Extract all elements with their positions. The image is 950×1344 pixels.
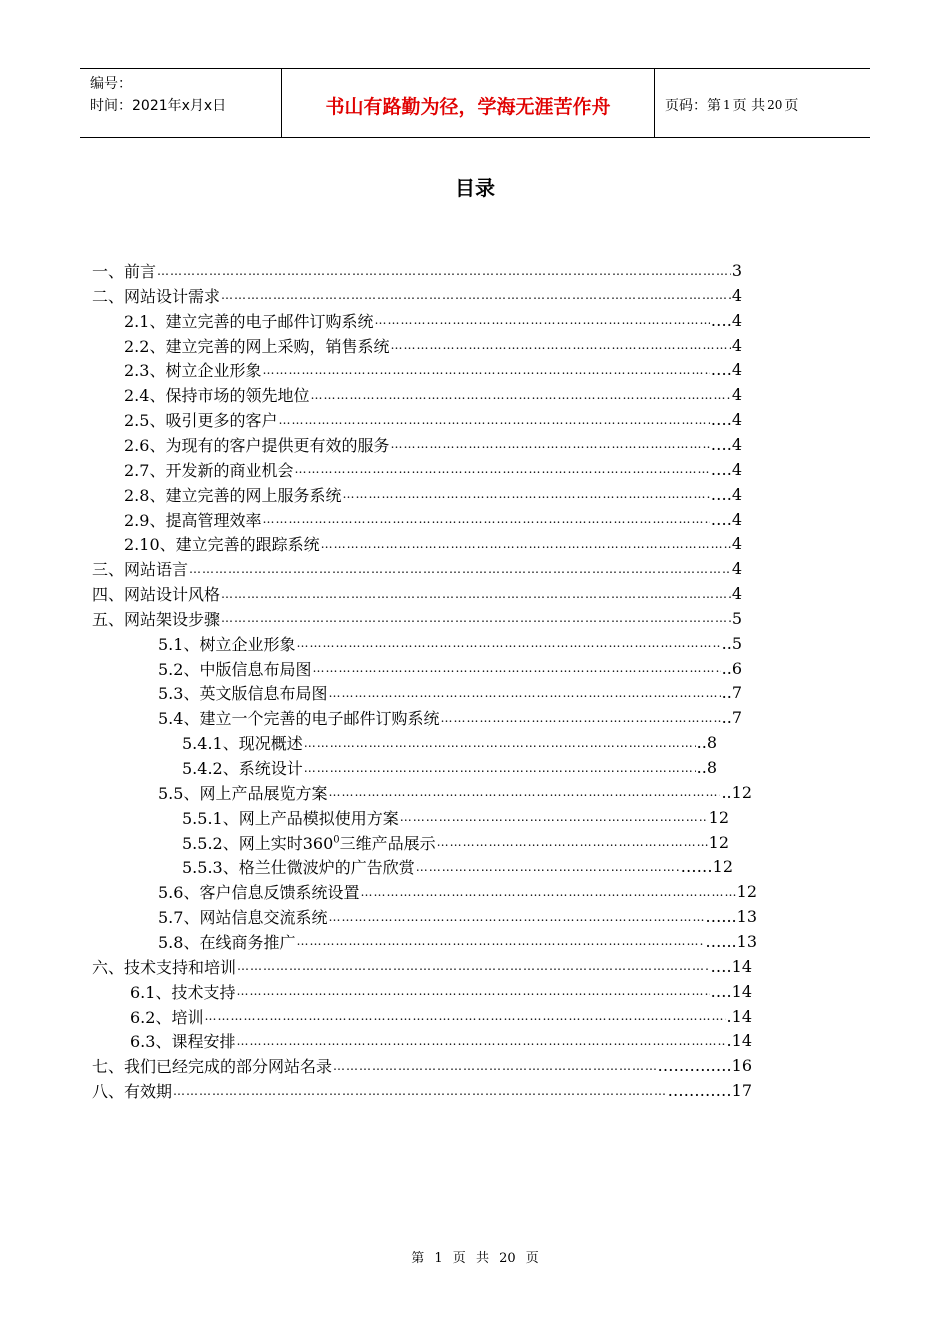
toc-entry-label-text: 网上产品模拟使用方案	[238, 808, 399, 828]
toc-entry-page: ..6	[721, 658, 742, 678]
header-page-prefix: 页码：第	[665, 98, 721, 114]
toc-entry[interactable]	[92, 283, 742, 308]
toc-entry-page: 4	[731, 335, 742, 355]
toc-entry-page: ….4	[710, 410, 742, 430]
toc-entry-leader-dots	[221, 587, 731, 601]
toc-entry-page: 12	[708, 807, 729, 827]
toc-entry-page: ..5	[721, 633, 742, 653]
toc-entry-number: 6.2、	[130, 1007, 172, 1027]
toc-entry-leader-dots	[221, 288, 731, 302]
toc-entry-page: …………17	[667, 1081, 752, 1101]
toc-entry-number: 5.5、	[158, 783, 200, 803]
toc-entry-number: 2.10、	[124, 535, 176, 555]
toc-entry[interactable]	[124, 382, 742, 407]
toc-entry-label	[124, 284, 220, 307]
toc-entry-label	[199, 880, 359, 903]
toc-entry[interactable]	[92, 1053, 752, 1078]
toc-entry[interactable]	[124, 457, 742, 482]
toc-entry[interactable]	[92, 606, 742, 631]
toc-entry-leader-dots	[310, 388, 730, 402]
toc-entry-page: ….4	[710, 434, 742, 454]
toc-entry[interactable]	[158, 780, 752, 805]
toc-entry-page: ….4	[710, 484, 742, 504]
toc-entry-number: 2.6、	[124, 435, 166, 455]
toc-entry-label	[239, 855, 415, 878]
toc-entry[interactable]	[124, 333, 742, 358]
toc-entry-page: …...13	[705, 907, 757, 927]
toc-entry-page: 12	[708, 832, 729, 852]
toc-entry-page: ….4	[710, 310, 742, 330]
toc-entry-number: 2.9、	[124, 510, 166, 530]
toc-entry-label-text: 树立企业形象	[165, 361, 262, 381]
toc-entry-number: 5.1、	[158, 634, 200, 654]
toc-entry-leader-dots	[262, 512, 709, 526]
header-page-mid: 页 共	[732, 98, 766, 114]
toc-entry-page: ..7	[721, 708, 742, 728]
toc-entry-leader-dots	[236, 984, 709, 998]
toc-entry-leader-dots	[321, 537, 731, 551]
toc-entry-leader-dots	[173, 1084, 667, 1098]
toc-entry-label-text: 系统设计	[238, 759, 303, 778]
toc-entry-label-text: 有效期	[124, 1082, 173, 1102]
toc-entry[interactable]	[158, 656, 742, 681]
toc-entry-page: 3	[731, 261, 742, 280]
toc-entry[interactable]	[158, 904, 757, 929]
toc-entry-number: 6.3、	[130, 1032, 172, 1052]
toc-entry-label	[239, 756, 303, 779]
toc-entry-leader-dots	[204, 1009, 725, 1023]
toc-entry-leader-dots	[304, 761, 696, 775]
toc-entry-label-text: 建立完善的跟踪系统	[175, 535, 320, 555]
toc-entry[interactable]	[158, 680, 742, 705]
toc-entry-number: 5.5.3、	[182, 858, 239, 878]
footer-total: 20	[499, 1251, 516, 1266]
toc-entry-label-text: 网站设计风格	[124, 585, 221, 605]
toc-entry-label	[165, 309, 373, 332]
toc-entry[interactable]	[92, 258, 742, 283]
toc-entry[interactable]	[158, 705, 742, 730]
toc-entry-number: 2.8、	[124, 485, 166, 505]
toc-entry-page: ..7	[721, 683, 742, 703]
toc-entry-number: 2.2、	[124, 336, 166, 356]
toc-entry-leader-dots	[437, 835, 708, 849]
toc-entry-label	[165, 358, 261, 381]
toc-entry-label-text: 保持市场的领先地位	[165, 386, 310, 406]
toc-entry-number: 七、	[92, 1057, 125, 1077]
toc-entry-number: 五、	[92, 609, 125, 629]
toc-entry-number: 二、	[92, 286, 125, 306]
toc-entry[interactable]	[92, 556, 742, 581]
toc-entry-label	[124, 1079, 172, 1102]
toc-entry-label-text: 网站架设步骤	[124, 609, 221, 629]
page-header	[80, 68, 870, 138]
toc-entry-page: 4	[731, 385, 742, 405]
toc-entry-label	[124, 607, 220, 630]
toc-entry-label	[239, 731, 303, 754]
toc-entry-leader-dots	[296, 636, 720, 650]
toc-entry-label-text: 提高管理效率	[165, 510, 262, 530]
toc-entry-number: 5.7、	[158, 908, 200, 928]
toc-entry-label	[165, 458, 293, 481]
toc-entry[interactable]	[182, 830, 729, 855]
toc-entry-label	[199, 657, 311, 680]
toc-entry-label	[165, 433, 389, 456]
toc-entry-number: 2.1、	[124, 311, 166, 331]
toc-entry-number: 5.4.1、	[182, 734, 239, 754]
toc-entry[interactable]	[124, 308, 742, 333]
toc-entry-label	[239, 806, 399, 829]
toc-entry-leader-dots	[390, 437, 709, 451]
toc-entry-label-text: 前言	[124, 262, 157, 281]
toc-entry[interactable]	[130, 1028, 752, 1053]
toc-entry-label	[199, 781, 327, 804]
toc-entry-leader-dots	[304, 736, 696, 750]
toc-entry-leader-dots	[440, 711, 720, 725]
toc-entry-label-text: 技术支持	[171, 982, 236, 1002]
toc-entry-label-text: 英文版信息布局图	[199, 684, 328, 704]
toc-entry-label-text-2: 三维产品展示	[339, 833, 436, 853]
toc-entry-leader-dots	[237, 959, 710, 973]
toc-entry-label	[239, 831, 436, 854]
toc-entry-label-text: 格兰仕微波炉的广告欣赏	[238, 858, 415, 878]
toc-title: 目录	[455, 176, 495, 200]
toc-entry[interactable]	[124, 407, 742, 432]
toc-entry-label-text: 中版信息布局图	[199, 659, 312, 679]
toc-entry[interactable]	[130, 1004, 752, 1029]
toc-entry[interactable]	[92, 1078, 752, 1103]
toc-entry-leader-dots	[342, 487, 709, 501]
toc-entry-leader-dots	[189, 562, 731, 576]
toc-entry[interactable]	[124, 531, 742, 556]
toc-entry-label	[199, 930, 295, 953]
toc-entry-label	[171, 1029, 235, 1052]
toc-entry-number: 5.2、	[158, 659, 200, 679]
toc-entry-label-text: 课程安排	[171, 1032, 236, 1052]
toc-entry-page: ….4	[710, 509, 742, 529]
toc-entry-number: 5.4、	[158, 709, 200, 729]
toc-entry-superscript: 0	[333, 834, 340, 846]
toc-entry[interactable]	[158, 929, 757, 954]
toc-entry-label	[199, 681, 327, 704]
toc-entry-page: 4	[731, 559, 742, 579]
toc-entry-label	[165, 483, 341, 506]
toc-entry-label	[165, 508, 261, 531]
toc-entry[interactable]	[124, 507, 742, 532]
toc-entry-number: 八、	[92, 1082, 125, 1102]
toc-entry[interactable]	[182, 730, 717, 755]
toc-entry-label-text: 为现有的客户提供更有效的服务	[165, 435, 390, 455]
footer-suffix: 页	[525, 1251, 539, 1266]
toc-entry-page: 12	[736, 882, 757, 902]
toc-entry-leader-dots	[400, 810, 708, 824]
toc-entry-leader-dots	[262, 363, 709, 377]
header-page-total: 20	[767, 98, 783, 112]
toc-entry-label	[176, 532, 320, 555]
toc-entry-leader-dots	[328, 686, 720, 700]
toc-entry-label	[165, 334, 389, 357]
header-time-label: 时间：2021年x月x日	[90, 98, 227, 114]
toc-entry[interactable]	[124, 357, 742, 382]
toc-entry-number: 5.5.1、	[182, 808, 239, 828]
toc-entry-label-text: 开发新的商业机会	[165, 460, 294, 480]
toc-entry-leader-dots	[328, 785, 720, 799]
toc-entry-label	[171, 980, 235, 1003]
toc-entry-page: 5	[731, 608, 742, 628]
toc-entry-page: .14	[726, 1006, 752, 1026]
toc-entry-leader-dots	[328, 910, 704, 924]
toc-entry-page: ……….….16	[657, 1056, 752, 1076]
toc-entry-leader-dots	[157, 264, 731, 278]
toc-entry[interactable]	[182, 854, 733, 879]
toc-entry[interactable]	[92, 581, 742, 606]
toc-entry-number: 6.1、	[130, 982, 172, 1002]
toc-entry-number: 5.3、	[158, 684, 200, 704]
toc-entry-leader-dots	[416, 860, 680, 874]
toc-entry-label-text: 网站设计需求	[124, 286, 221, 306]
toc-entry-leader-dots	[236, 1034, 725, 1048]
toc-entry-leader-dots	[278, 413, 709, 427]
toc-entry-label-text: 吸引更多的客户	[165, 411, 278, 431]
toc-entry-page: ….4	[710, 360, 742, 380]
toc-entry-label	[165, 408, 277, 431]
toc-entry-label-text: 树立企业形象	[199, 634, 296, 654]
header-page-info	[655, 69, 870, 137]
header-motto: 书山有路勤为径，学海无涯苦作舟	[281, 69, 655, 137]
toc-entry[interactable]	[92, 954, 752, 979]
toc-entry-label	[124, 259, 156, 282]
toc-entry-leader-dots	[312, 661, 720, 675]
toc-entry-label	[165, 383, 309, 406]
toc-entry-number: 5.6、	[158, 883, 200, 903]
footer-mid1: 页	[452, 1251, 466, 1266]
toc-entry[interactable]	[124, 482, 742, 507]
toc-entry-label-text: 建立一个完善的电子邮件订购系统	[199, 709, 440, 729]
toc-entry-label	[171, 1005, 203, 1028]
toc-entry[interactable]	[158, 879, 757, 904]
toc-entry-label-text: 技术支持和培训	[124, 957, 237, 977]
toc-entry-label-text: 网站语言	[124, 560, 189, 580]
toc-entry[interactable]	[182, 755, 717, 780]
toc-entry-page: 4	[731, 534, 742, 554]
footer-mid2: 共	[475, 1251, 489, 1266]
toc-entry-label	[124, 557, 188, 580]
header-page-suffix: 页	[784, 98, 799, 114]
toc-entry-label-text: 网上实时360	[238, 833, 334, 853]
toc-entry-label-text: 网上产品展览方案	[199, 783, 328, 803]
header-page-current: 1	[723, 98, 731, 112]
toc-entry-page: 4	[731, 584, 742, 604]
toc-entry-number: 六、	[92, 957, 125, 977]
toc-entry[interactable]	[124, 432, 742, 457]
page-footer	[0, 1247, 950, 1266]
toc-entry-page: 4	[731, 285, 742, 305]
toc-entry-leader-dots	[390, 338, 730, 352]
toc-entry-leader-dots	[221, 611, 731, 625]
toc-entry-label	[124, 582, 220, 605]
toc-entry-page: ..8	[696, 758, 717, 777]
header-info-cell	[80, 69, 281, 137]
toc-entry-number: 5.5.2、	[182, 833, 239, 853]
toc-entry-number: 2.5、	[124, 411, 166, 431]
toc-entry-label-text: 客户信息反馈系统设置	[199, 883, 360, 903]
toc-entry-label	[199, 706, 439, 729]
toc-entry[interactable]	[130, 979, 752, 1004]
toc-entry-label-text: 建立完善的网上采购，销售系统	[165, 336, 390, 356]
toc-entry-label-text: 网站信息交流系统	[199, 908, 328, 928]
footer-current: 1	[434, 1251, 443, 1266]
toc-entry-label	[124, 1054, 332, 1077]
toc-entry-number: 2.4、	[124, 386, 166, 406]
toc-entry-label-text: 培训	[171, 1007, 204, 1027]
toc-entry-page: ….14	[710, 981, 752, 1001]
toc-entry-label-text: 我们已经完成的部分网站名录	[124, 1057, 333, 1077]
toc-entry-leader-dots	[333, 1059, 656, 1073]
toc-entry-leader-dots	[296, 934, 704, 948]
toc-entry-number: 5.4.2、	[182, 759, 239, 778]
toc-entry[interactable]	[158, 631, 742, 656]
toc-entry-number: 2.7、	[124, 460, 166, 480]
toc-entry-label	[199, 632, 295, 655]
toc-entry-label-text: 现况概述	[238, 734, 303, 754]
toc-entry-leader-dots	[360, 885, 735, 899]
toc-entry-label	[124, 955, 236, 978]
toc-entry-number: 2.3、	[124, 361, 166, 381]
toc-entry-page: ……12	[680, 857, 733, 877]
toc-entry-number: 一、	[92, 262, 125, 281]
toc-entry-page: ..12	[721, 782, 752, 802]
toc-entry-leader-dots	[374, 313, 709, 327]
toc-entry[interactable]	[182, 805, 729, 830]
toc-entry-label-text: 在线商务推广	[199, 932, 296, 952]
toc-entry-leader-dots	[294, 462, 709, 476]
toc-entry-page: ….4	[710, 459, 742, 479]
toc-entry-page: ….14	[710, 956, 752, 976]
footer-prefix: 第	[411, 1251, 425, 1266]
toc-entry-page: .14	[726, 1031, 752, 1051]
toc-entry-number: 四、	[92, 585, 125, 605]
toc-entry-label-text: 建立完善的电子邮件订购系统	[165, 311, 374, 331]
toc-entry-number: 5.8、	[158, 932, 200, 952]
toc-entry-page: ..8	[696, 733, 717, 753]
header-code-label: 编号：	[90, 76, 132, 92]
toc-entry-page: …...13	[705, 931, 757, 951]
toc-entry-label-text: 建立完善的网上服务系统	[165, 485, 342, 505]
toc-entry-number: 三、	[92, 560, 125, 580]
toc-entry-label	[199, 905, 327, 928]
